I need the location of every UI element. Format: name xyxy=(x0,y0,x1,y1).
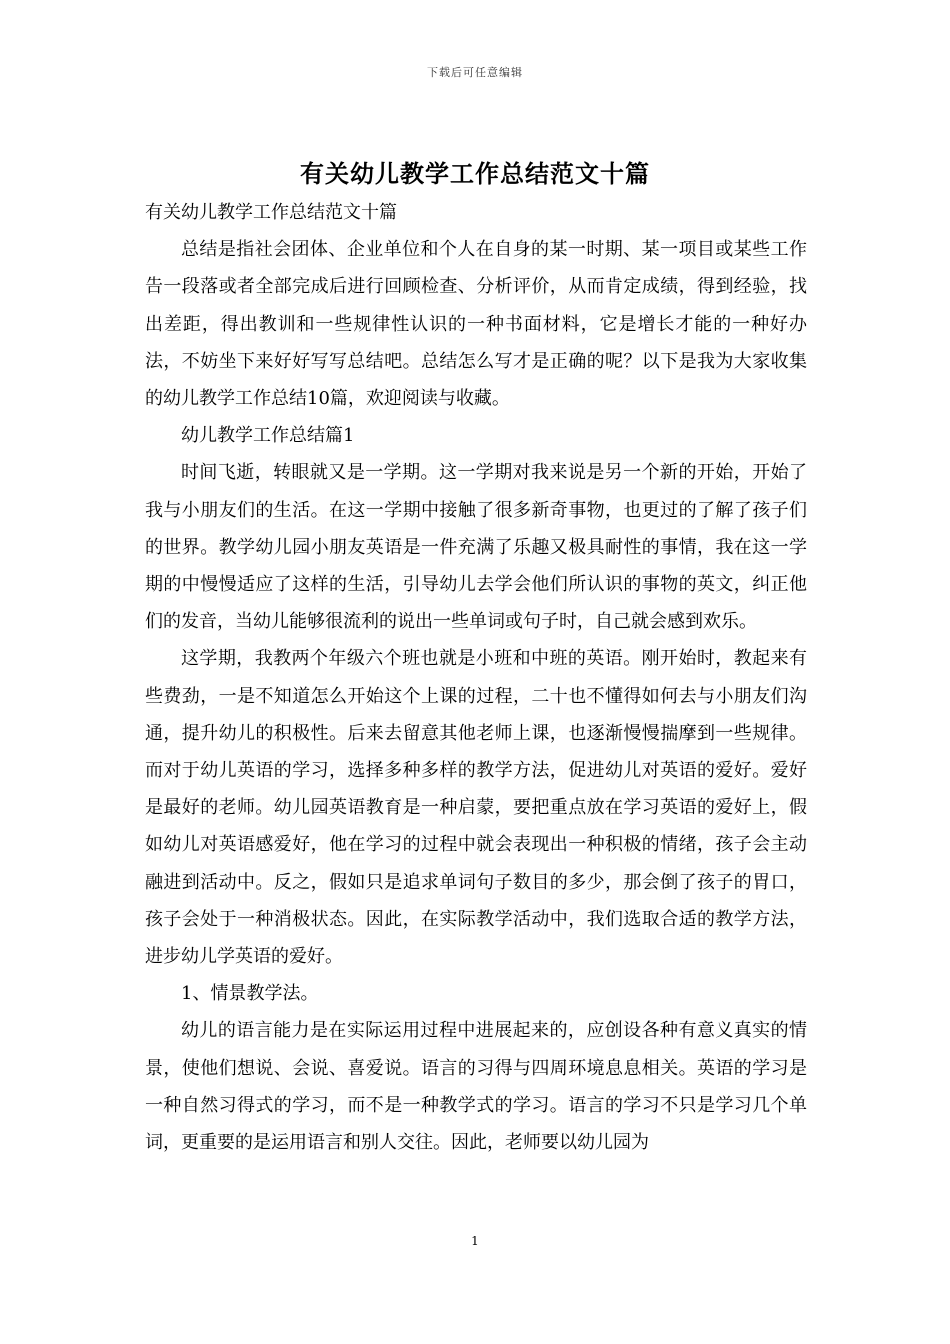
document-body xyxy=(145,194,807,1161)
section-heading: 幼儿教学工作总结篇1 xyxy=(181,425,355,447)
page-number: 1 xyxy=(471,1234,479,1248)
body-paragraph: 幼儿的语言能力是在实际运用过程中进展起来的，应创设各种有意义真实的情景，使他们想说、会说、喜爱说。语言的习得与四周环境息息相关。英语的学习是一种自然习得式的学习，而不是一种教学式的学习。语言的学习不只是学习几个单词，更重要的是运用语言和别人交往。因此，老师要以幼儿园为 xyxy=(145,1020,807,1154)
subtitle-paragraph: 有关幼儿教学工作总结范文十篇 xyxy=(145,202,397,223)
body-paragraph: 时间飞逝，转眼就又是一学期。这一学期对我来说是另一个新的开始，开始了我与小朋友们的生活。在这一学期中接触了很多新奇事物，也更过的了解了孩子们的世界。教学幼儿园小朋友英语是一件充满了乐趣又极具耐性的事情，我在这一学期的中慢慢适应了这样的生活，引导幼儿去学会他们所认识的事物的英文，纠正他们的发音，当幼儿能够很流利的说出一些单词或句子时，自己就会感到欢乐。 xyxy=(145,462,807,633)
header-note: 下载后可任意编辑 xyxy=(427,66,523,79)
intro-paragraph: 总结是指社会团体、企业单位和个人在自身的某一时期、某一项目或某些工作告一段落或者全部完成后进行回顾检查、分析评价，从而肯定成绩，得到经验，找出差距，得出教训和一些规律性认识的一种书面材料，它是增长才能的一种好办法，不妨坐下来好好写写总结吧。总结怎么写才是正确的呢？以下是我为大家收集的幼儿教学工作总结10篇，欢迎阅读与收藏。 xyxy=(145,239,807,410)
body-paragraph: 这学期，我教两个年级六个班也就是小班和中班的英语。刚开始时，教起来有些费劲，一是不知道怎么开始这个上课的过程，二十也不懂得如何去与小朋友们沟通，提升幼儿的积极性。后来去留意其他老师上课，也逐渐慢慢揣摩到一些规律。而对于幼儿英语的学习，选择多种多样的教学方法，促进幼儿对英语的爱好。爱好是最好的老师。幼儿园英语教育是一种启蒙，要把重点放在学习英语的爱好上，假如幼儿对英语感爱好，他在学习的过程中就会表现出一种积极的情绪，孩子会主动融进到活动中。反之，假如只是追求单词句子数目的多少，那会倒了孩子的胃口，孩子会处于一种消极状态。因此，在实际教学活动中，我们选取合适的教学方法，进步幼儿学英语的爱好。 xyxy=(145,648,807,968)
list-item-heading: 1、情景教学法。 xyxy=(181,983,319,1005)
page-title: 有关幼儿教学工作总结范文十篇 xyxy=(300,159,650,188)
